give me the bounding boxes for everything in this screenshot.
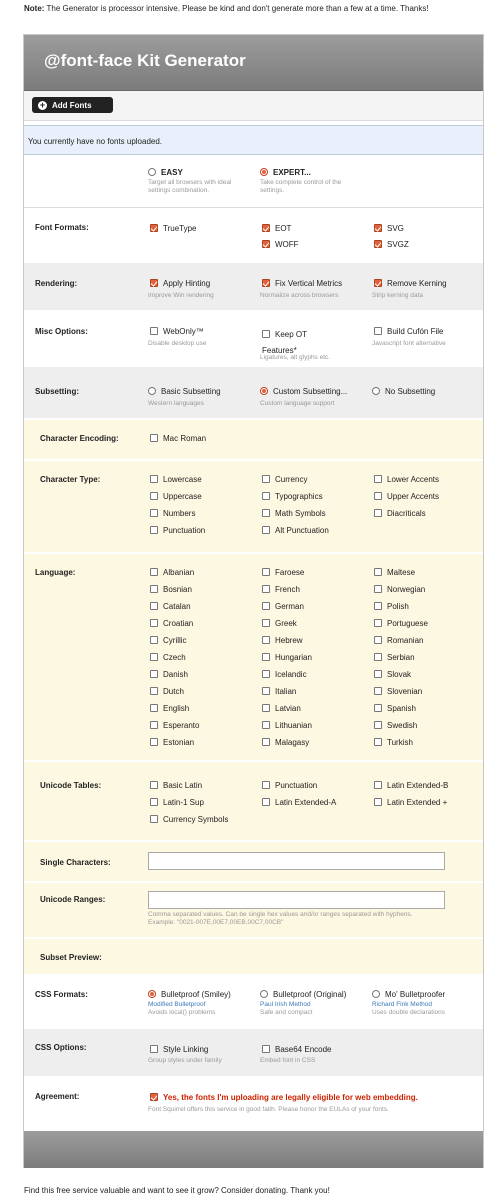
keep-ot-features-checkbox[interactable]: Keep OT Features* — [262, 330, 307, 355]
language-checkbox[interactable] — [374, 619, 428, 628]
single-characters-input[interactable] — [148, 852, 445, 870]
checkbox-box[interactable] — [374, 619, 382, 627]
donation-note: Find this free service valuable and want to see it grow? Consider donating. Thank you! — [24, 1186, 330, 1195]
language-label-text: Romanian — [387, 636, 424, 645]
rendering-label: Rendering: — [35, 279, 78, 288]
language-label-text: Malagasy — [275, 738, 310, 747]
subsetting-label: Subsetting: — [35, 387, 79, 396]
checkbox-box[interactable] — [150, 568, 158, 576]
font-formats-label: Font Formats: — [35, 223, 89, 232]
subsetting-row — [24, 367, 483, 419]
notice: Note: The Generator is processor intensive. Please be kind and don't generate more than a few at a time. Thanks! — [24, 4, 429, 13]
language-label-text: Estonian — [163, 738, 195, 747]
unicode-tables-label: Unicode Tables: — [40, 781, 102, 790]
language-label-text: Greek — [275, 619, 297, 628]
generator-panel — [23, 34, 484, 1168]
checkbox-box[interactable] — [262, 670, 270, 678]
language-checkbox[interactable] — [374, 585, 425, 594]
char-type-checkbox[interactable]: Currency — [262, 475, 307, 484]
add-fonts-button[interactable]: + Add Fonts — [32, 97, 113, 113]
checkbox-box[interactable] — [150, 602, 158, 610]
language-checkbox[interactable] — [150, 602, 191, 611]
smiley-desc: Avoids local() problems — [148, 1009, 216, 1016]
kerning-desc: Strip kerning data — [372, 292, 423, 299]
subset-preview-label: Subset Preview: — [40, 953, 102, 962]
language-label-text: Danish — [163, 670, 188, 679]
checkbox-box[interactable] — [374, 585, 382, 593]
agreement-checkbox[interactable]: Yes, the fonts I'm uploading are legally eligible for web embedding. — [150, 1093, 418, 1102]
language-label: Language: — [35, 568, 76, 577]
checkbox-box[interactable] — [374, 602, 382, 610]
expert-desc: Take complete control of the settings. — [260, 179, 342, 194]
misc-options-label: Misc Options: — [35, 327, 88, 336]
char-type-checkbox[interactable]: Lower Accents — [374, 475, 439, 484]
checkbox-box[interactable] — [150, 636, 158, 644]
language-checkbox[interactable] — [262, 738, 309, 747]
language-label-text: Croatian — [163, 619, 194, 628]
language-label-text: Spanish — [387, 704, 416, 713]
language-label-text: Cyrillic — [163, 636, 187, 645]
paul-irish-link[interactable]: Paul Irish Method — [260, 1001, 311, 1008]
language-label-text: Serbian — [387, 653, 415, 662]
language-checkbox[interactable] — [150, 670, 188, 679]
original-desc: Safe and compact — [260, 1009, 313, 1016]
unicode-table-checkbox[interactable]: Currency Symbols — [150, 815, 228, 824]
language-label-text: Swedish — [387, 721, 418, 730]
language-label-text: Portuguese — [387, 619, 428, 628]
unicode-table-checkbox[interactable]: Latin Extended-A — [262, 798, 336, 807]
toolbar — [24, 91, 483, 121]
mode-row — [24, 157, 483, 207]
checkbox-box[interactable] — [262, 653, 270, 661]
unicode-table-checkbox[interactable]: Basic Latin — [150, 781, 202, 790]
language-checkbox[interactable] — [262, 653, 312, 662]
language-label-text: Polish — [387, 602, 409, 611]
base64-encode-checkbox[interactable]: Base64 Encode — [262, 1045, 332, 1054]
char-type-checkbox[interactable]: Math Symbols — [262, 509, 326, 518]
language-checkbox[interactable] — [374, 568, 415, 577]
header-bar — [24, 35, 483, 91]
build-cufon-checkbox[interactable]: Build Cufón File — [374, 327, 443, 336]
custom-subsetting-radio[interactable]: Custom Subsetting... — [260, 387, 347, 396]
subset-preview-row — [24, 939, 483, 975]
checkbox-box[interactable] — [374, 568, 382, 576]
language-checkbox[interactable] — [262, 704, 301, 713]
eot-checkbox[interactable]: EOT — [262, 224, 291, 233]
basic-subsetting-radio[interactable]: Basic Subsetting — [148, 387, 221, 396]
easy-radio[interactable]: EASY — [148, 168, 183, 177]
language-label-text: Latvian — [275, 704, 301, 713]
mo-bulletproofer-radio[interactable]: Mo' Bulletproofer — [372, 990, 445, 999]
checkbox-box[interactable] — [374, 653, 382, 661]
language-label-text: Lithuanian — [275, 721, 312, 730]
language-checkbox[interactable] — [150, 568, 194, 577]
fix-vertical-metrics-checkbox[interactable]: Fix Vertical Metrics — [262, 279, 342, 288]
language-checkbox[interactable] — [262, 670, 307, 679]
style-linking-checkbox[interactable]: Style Linking — [150, 1045, 208, 1054]
unicode-table-checkbox[interactable]: Punctuation — [262, 781, 317, 790]
svg-checkbox[interactable]: SVG — [374, 224, 404, 233]
checkbox-box[interactable] — [262, 704, 270, 712]
page-title: @font-face Kit Generator — [44, 51, 246, 70]
language-checkbox[interactable] — [262, 687, 296, 696]
webonly-desc: Disable desktop use — [148, 340, 207, 347]
unicode-ranges-row — [24, 883, 483, 938]
remove-kerning-checkbox[interactable]: Remove Kerning — [374, 279, 447, 288]
checkbox-box[interactable] — [150, 738, 158, 746]
language-checkbox[interactable] — [262, 619, 297, 628]
char-encoding-label: Character Encoding: — [40, 434, 119, 443]
css-options-row — [24, 1029, 483, 1077]
checkbox-box[interactable] — [150, 687, 158, 695]
language-label-text: German — [275, 602, 304, 611]
plus-icon: + — [39, 99, 46, 110]
basic-subsetting-desc: Western languages — [148, 400, 204, 407]
char-type-checkbox[interactable]: Alt Punctuation — [262, 526, 329, 535]
language-checkbox[interactable] — [150, 653, 186, 662]
language-row — [24, 554, 483, 761]
language-label-text: Italian — [275, 687, 297, 696]
bulletproof-original-radio[interactable]: Bulletproof (Original) — [260, 990, 346, 999]
checkbox-box[interactable] — [150, 653, 158, 661]
checkbox-box[interactable] — [262, 619, 270, 627]
language-checkbox[interactable] — [262, 721, 312, 730]
agreement-desc: Font Squirrel offers this service in good faith. Please honor the EULAs of your fonts. — [148, 1106, 389, 1113]
base64-desc: Embed font in CSS — [260, 1057, 316, 1064]
webonly-checkbox[interactable]: WebOnly™ — [150, 327, 204, 336]
language-checkbox[interactable] — [374, 670, 411, 679]
modified-bulletproof-link[interactable]: Modified Bulletproof — [148, 1001, 206, 1008]
language-checkbox[interactable] — [374, 704, 416, 713]
language-label-text: Bosnian — [163, 585, 192, 594]
checkbox-box[interactable] — [150, 619, 158, 627]
language-label-text: Maltese — [387, 568, 416, 577]
metrics-desc: Normalize across browsers — [260, 292, 339, 299]
language-checkbox[interactable] — [374, 636, 423, 645]
language-checkbox[interactable] — [374, 602, 409, 611]
woff-checkbox[interactable]: WOFF — [262, 240, 299, 249]
char-type-checkbox[interactable]: Punctuation — [150, 526, 205, 535]
no-subsetting-radio[interactable]: No Subsetting — [372, 387, 435, 396]
language-checkbox[interactable] — [150, 585, 192, 594]
char-type-checkbox[interactable]: Upper Accents — [374, 492, 439, 501]
mac-roman-checkbox[interactable]: Mac Roman — [150, 434, 206, 443]
unicode-table-checkbox[interactable]: Latin-1 Sup — [150, 798, 204, 807]
unicode-ranges-help: Comma separated values. Can be single hex values and/or ranges separated with hyphens. — [148, 911, 413, 918]
checkbox-box[interactable] — [262, 602, 270, 610]
agreement-row — [24, 1078, 483, 1130]
checkbox-box[interactable] — [374, 687, 382, 695]
css-formats-label: CSS Formats: — [35, 990, 88, 999]
unicode-table-checkbox[interactable]: Latin Extended + — [374, 798, 447, 807]
checkbox-box[interactable] — [262, 721, 270, 729]
language-label-text: Hebrew — [275, 636, 303, 645]
truetype-checkbox[interactable]: TrueType — [150, 224, 197, 233]
checkbox-box[interactable] — [150, 704, 158, 712]
language-checkbox[interactable] — [150, 704, 189, 713]
unicode-tables-row — [24, 762, 483, 841]
language-label-text: Norwegian — [387, 585, 426, 594]
ot-features-desc: Ligatures, alt glyphs etc. — [260, 354, 331, 361]
language-checkbox[interactable] — [150, 721, 199, 730]
language-checkbox[interactable] — [374, 687, 422, 696]
single-characters-label: Single Characters: — [40, 858, 111, 867]
char-encoding-row — [24, 420, 483, 460]
unicode-ranges-example: Example: "0021-007E,00E7,00EB,00C7,00CB" — [148, 919, 284, 926]
font-formats-row — [24, 207, 483, 262]
checkbox-box[interactable] — [262, 738, 270, 746]
css-formats-row — [24, 976, 483, 1028]
char-type-checkbox[interactable]: Lowercase — [150, 475, 202, 484]
char-type-checkbox[interactable]: Diacriticals — [374, 509, 426, 518]
checkbox-box[interactable] — [150, 670, 158, 678]
css-options-label: CSS Options: — [35, 1043, 87, 1052]
agreement-label: Agreement: — [35, 1092, 80, 1101]
language-label-text: Slovenian — [387, 687, 423, 696]
checkbox-box[interactable] — [262, 585, 270, 593]
checkbox-box[interactable] — [262, 687, 270, 695]
language-checkbox[interactable] — [150, 619, 193, 628]
checkbox-box[interactable] — [374, 670, 382, 678]
hinting-desc: Improve Win rendering — [148, 292, 214, 299]
checkbox-box[interactable] — [374, 738, 382, 746]
language-label-text: French — [275, 585, 300, 594]
checkbox-box[interactable] — [150, 585, 158, 593]
language-label-text: Esperanto — [163, 721, 200, 730]
language-checkbox[interactable] — [374, 721, 417, 730]
language-checkbox[interactable] — [150, 738, 194, 747]
checkbox-box[interactable] — [262, 568, 270, 576]
unicode-ranges-input[interactable] — [148, 891, 445, 909]
char-type-checkbox[interactable]: Uppercase — [150, 492, 202, 501]
svgz-checkbox[interactable]: SVGZ — [374, 240, 409, 249]
expert-radio[interactable]: EXPERT... — [260, 168, 311, 177]
unicode-ranges-label: Unicode Ranges: — [40, 895, 106, 904]
language-label-text: Slovak — [387, 670, 412, 679]
language-label-text: Albanian — [163, 568, 195, 577]
custom-subsetting-desc: Custom language support — [260, 400, 335, 407]
unicode-table-checkbox[interactable]: Latin Extended-B — [374, 781, 448, 790]
language-label-text: Czech — [163, 653, 186, 662]
char-type-checkbox[interactable]: Typographics — [262, 492, 323, 501]
language-label-text: Catalan — [163, 602, 191, 611]
char-type-label: Character Type: — [40, 475, 101, 484]
checkbox-box[interactable] — [262, 636, 270, 644]
bulletproofer-desc: Uses double declarations — [372, 1009, 445, 1016]
language-label-text: English — [163, 704, 190, 713]
language-checkbox[interactable] — [262, 568, 304, 577]
language-checkbox[interactable] — [374, 738, 413, 747]
language-label-text: Icelandic — [275, 670, 307, 679]
checkbox-box[interactable] — [150, 721, 158, 729]
language-checkbox[interactable] — [374, 653, 415, 662]
upload-status: You currently have no fonts uploaded. — [24, 125, 483, 155]
language-checkbox[interactable] — [262, 636, 303, 645]
language-label-text: Dutch — [163, 687, 184, 696]
easy-desc: Target all browsers with ideal settings combination. — [148, 179, 232, 194]
bulletproof-smiley-radio[interactable]: Bulletproof (Smiley) — [148, 990, 231, 999]
language-label-text: Hungarian — [275, 653, 312, 662]
single-characters-row — [24, 842, 483, 882]
language-checkbox[interactable] — [262, 585, 300, 594]
rendering-row — [24, 263, 483, 311]
checkbox-box[interactable] — [374, 636, 382, 644]
char-type-row — [24, 461, 483, 553]
richard-fink-link[interactable]: Richard Fink Method — [372, 1001, 432, 1008]
misc-options-row — [24, 312, 483, 366]
language-label-text: Faroese — [275, 568, 305, 577]
footer-bar — [24, 1131, 483, 1168]
language-label-text: Turkish — [387, 738, 413, 747]
checkbox-box[interactable] — [374, 704, 382, 712]
language-checkbox[interactable] — [150, 636, 187, 645]
apply-hinting-checkbox[interactable]: Apply Hinting — [150, 279, 210, 288]
language-checkbox[interactable] — [262, 602, 304, 611]
cufon-desc: Javascript font alternative — [372, 340, 446, 347]
language-checkbox[interactable] — [150, 687, 184, 696]
char-type-checkbox[interactable]: Numbers — [150, 509, 195, 518]
style-linking-desc: Group styles under family — [148, 1057, 222, 1064]
checkbox-box[interactable] — [374, 721, 382, 729]
